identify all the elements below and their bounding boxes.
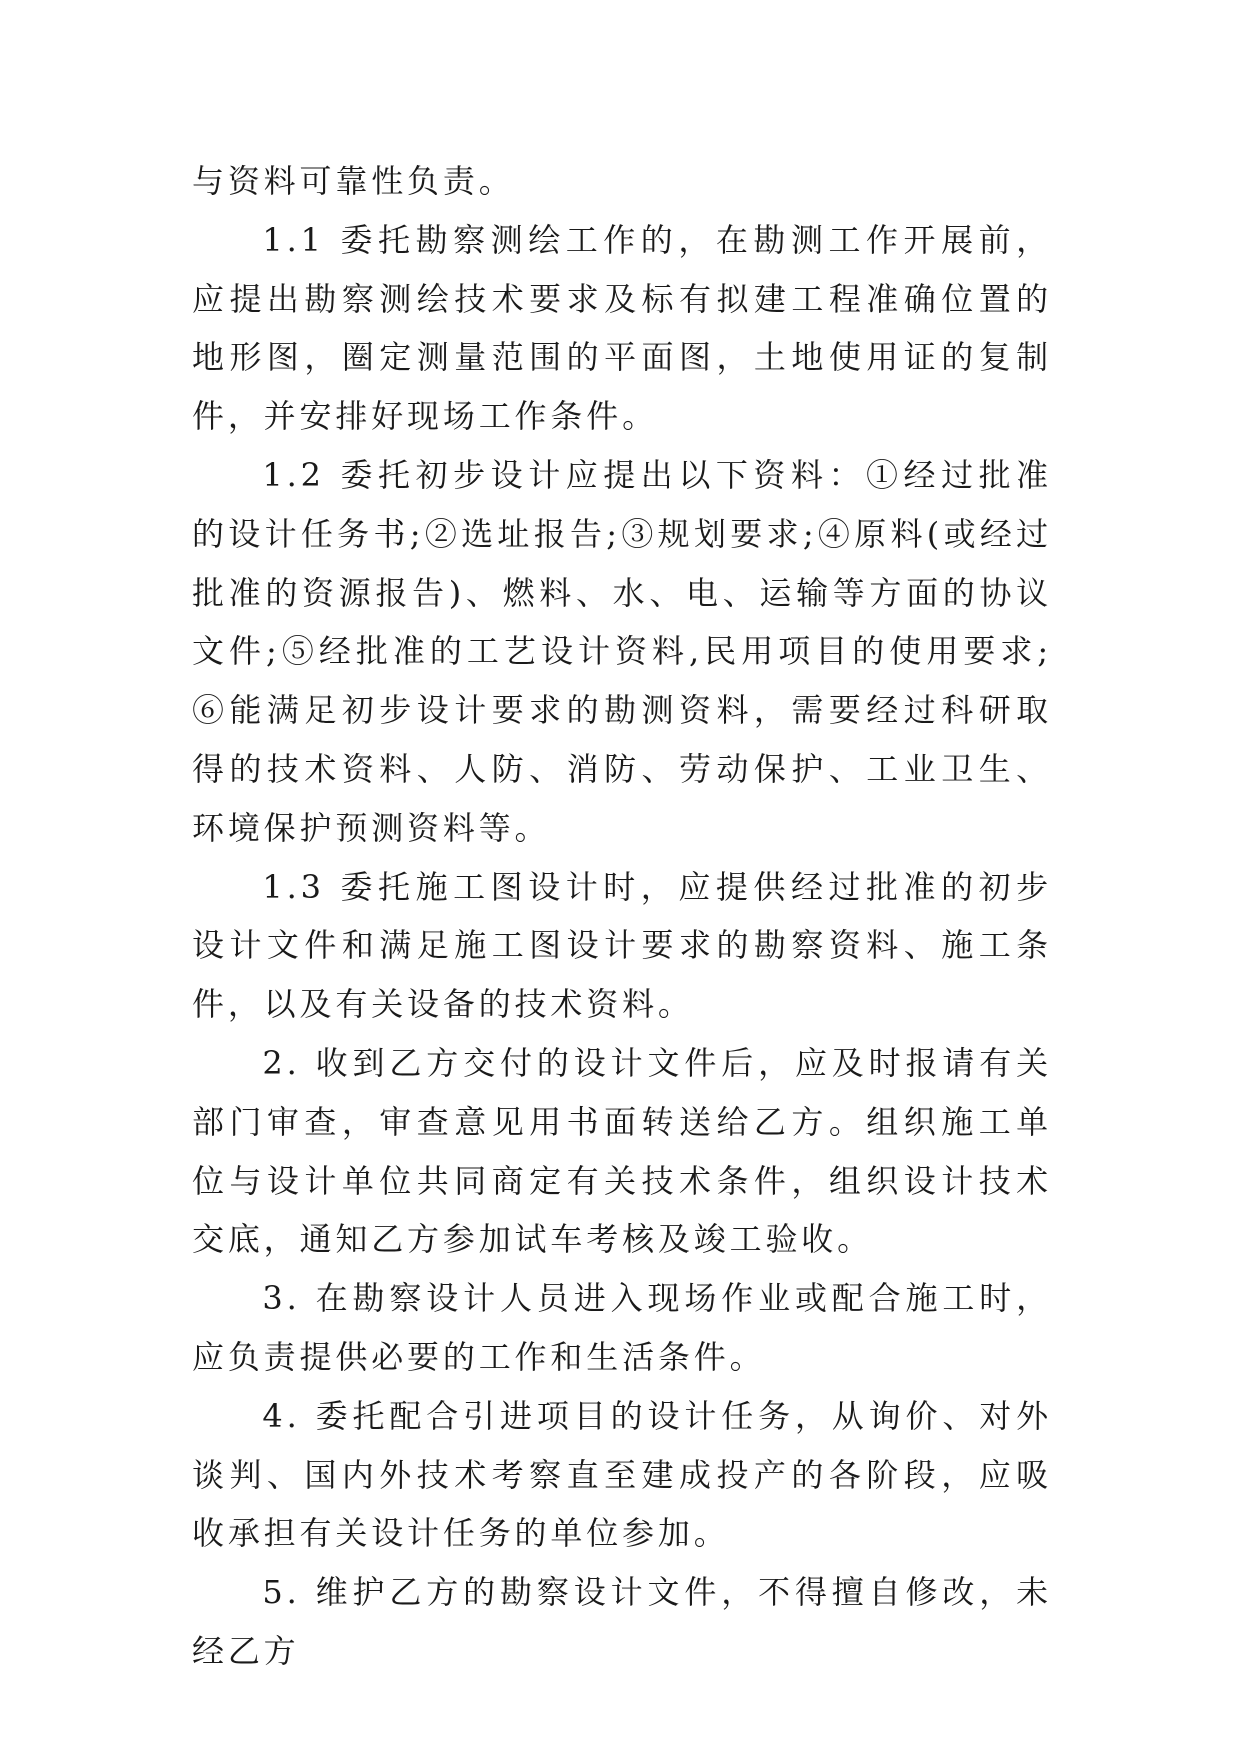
paragraph-continuation: 与资料可靠性负责。 [192, 162, 515, 200]
paragraph-1-3: 1.3 委托施工图设计时，应提供经过批准的初步设计文件和满足施工图设计要求的勘察资料、施工条件，以及有关设备的技术资料。 [192, 867, 1052, 1024]
paragraph-3: 3. 在勘察设计人员进入现场作业或配合施工时，应负责提供必要的工作和生活条件。 [192, 1279, 1052, 1376]
paragraph-4: 4. 委托配合引进项目的设计任务，从询价、对外谈判、国内外技术考察直至建成投产的各阶段，应吸收承担有关设计任务的单位参加。 [192, 1396, 1052, 1553]
paragraph-1-1: 1.1 委托勘察测绘工作的，在勘测工作开展前，应提出勘察测绘技术要求及标有拟建工程准确位置的地形图，圈定测量范围的平面图，土地使用证的复制件，并安排好现场工作条件。 [192, 220, 1052, 436]
paragraph-1-2: 1.2 委托初步设计应提出以下资料：①经过批准的设计任务书;②选址报告;③规划要求;④原料(或经过批准的资源报告)、燃料、水、电、运输等方面的协议文件;⑤经批准的工艺设计资料,民用项目的使用要求;⑥能满足初步设计要求的勘测资料，需要经过科研取得的技术资料、人防、消防、劳动保护、工业卫生、环境保护预测资料等。 [192, 455, 1052, 847]
paragraph-2: 2. 收到乙方交付的设计文件后，应及时报请有关部门审查，审查意见用书面转送给乙方。组织施工单位与设计单位共同商定有关技术条件，组织设计技术交底，通知乙方参加试车考核及竣工验收。 [192, 1043, 1052, 1259]
paragraph-5: 5. 维护乙方的勘察设计文件，不得擅自修改，未经乙方 [192, 1573, 1052, 1670]
document-body [192, 152, 1052, 1681]
